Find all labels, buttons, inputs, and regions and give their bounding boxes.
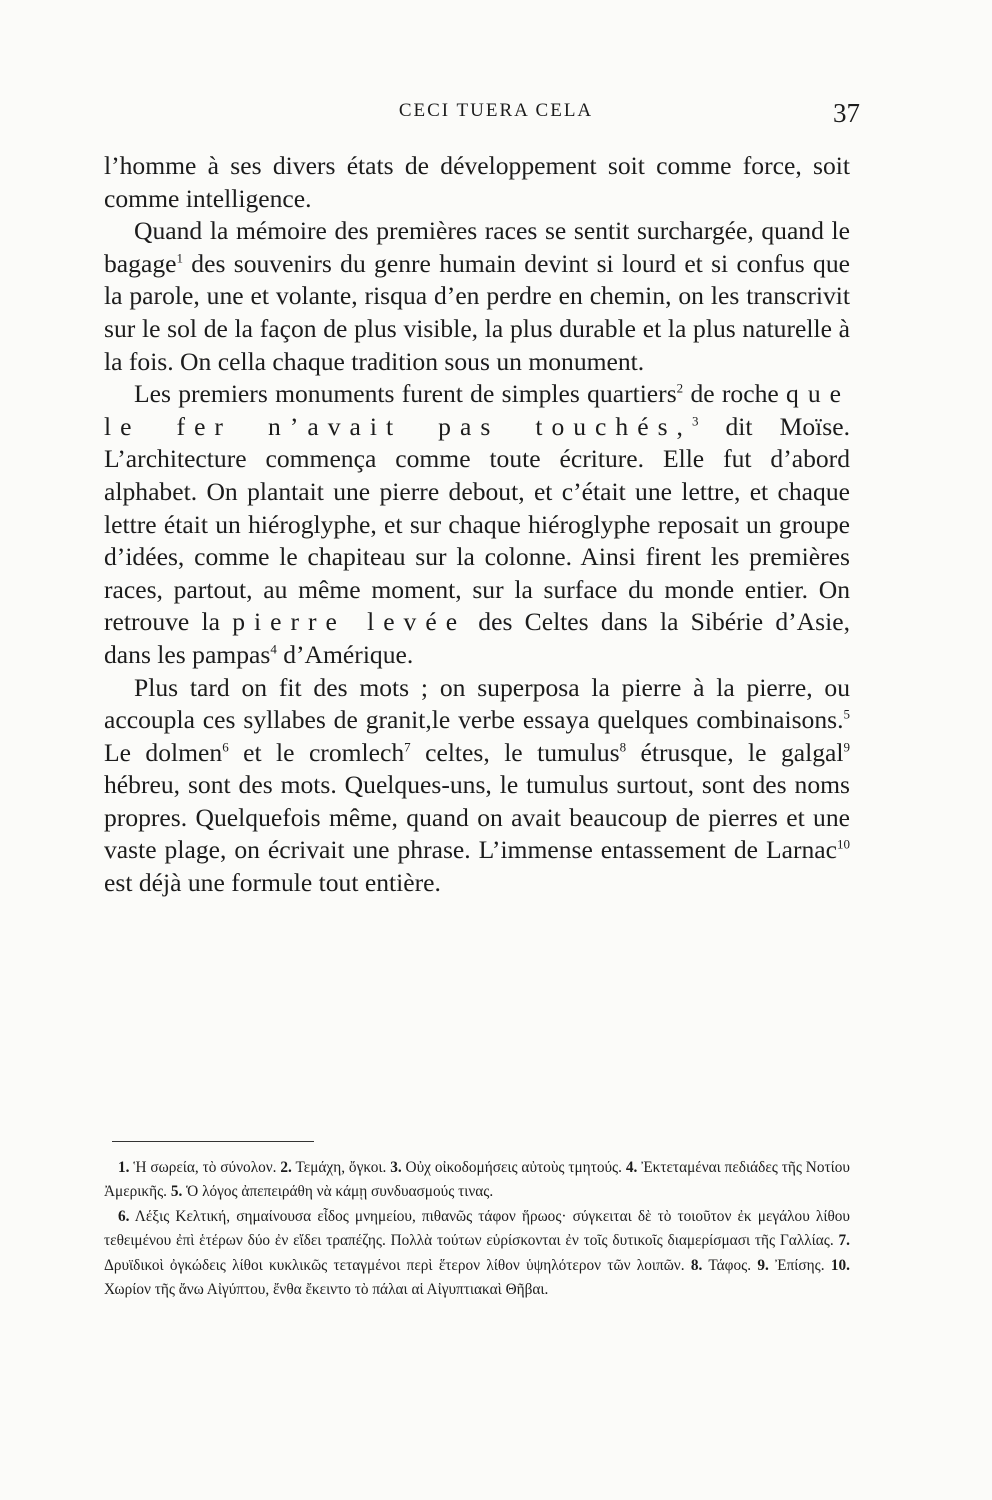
paragraph-3-text: Les premiers monuments furent de simples quartiers [134, 379, 677, 409]
footnote-number: 10. [830, 1256, 850, 1274]
paragraph-4-text: Le dolmen [104, 737, 223, 767]
paragraph-2-text: des souvenirs du genre humain devint si lourd et si confus que la parole, une et volante, risqua d’en perdre en chemin, on les transcrivit sur le sol de la façon de plus visible, la plus durable et la plus naturelle à la fois. On cella chaque tradition sous un monument. [104, 248, 850, 376]
paragraph-3 [104, 378, 850, 671]
footnote-number: 8. [690, 1256, 703, 1274]
paragraph-4-text: celtes, le tumulus [410, 737, 620, 767]
footnote-number: 3. [390, 1159, 402, 1176]
paragraph-3-text: dit Moïse. L’architecture commença comme toute écriture. Elle fut d’abord alphabet. On plantait une pierre debout, et c’était une lettre, et chaque lettre était un hiéroglyphe, et sur chaque hiéroglyphe reposait un groupe d’idées, comme le chapiteau sur la colonne. Ainsi firent les premières races, partout, au même moment, sur la surface du monde entier. On retrouve la [104, 411, 850, 637]
footnote-block [104, 1156, 850, 1205]
footnote-number: 6. [118, 1207, 130, 1225]
footnote-rule [112, 1141, 314, 1142]
footnote-ref: 7 [404, 739, 411, 755]
footnote-text: Ἡ σωρεία, τὸ σύνολον. [129, 1159, 281, 1176]
footnote-text: Τάφος. [702, 1256, 758, 1274]
spaced-term: pierre levée [232, 607, 467, 637]
footnote-text: Ἐκτεταμέναι πεδιάδες τῆς Νοτίου Ἀμερικῆς. [104, 1159, 850, 1201]
footnote-text: Ἐπίσης. [768, 1256, 831, 1274]
paragraph-3-text: des Celtes dans la Sibérie d’Asie, dans les pampas [104, 607, 850, 669]
footnote-block [104, 1205, 850, 1303]
footnote-text: Λέξις Κελτική, σημαίνουσα εἶδος μνημείου, πιθανῶς τάφον ἥρωος· σύγκειται δὲ τὸ τοιοῦτον ἐκ μεγάλου λίθου τεθειμένου ἐπὶ ἑτέρων δύο ἐν εἴδει τραπέζης. Πολλὰ τούτων εὑρίσκονται ἐν τοῖς δυτικοῖς διαμερίσμασι τῆς Γαλλίας. [104, 1207, 850, 1250]
footnote-number: 1. [118, 1159, 130, 1176]
paragraph-1 [104, 150, 850, 215]
footnote-ref: 5 [843, 706, 850, 722]
footnote-number: 2. [280, 1159, 292, 1176]
paragraph-4-text: étrusque, le galgal [626, 737, 844, 767]
footnote-ref: 8 [619, 739, 627, 755]
footnote-ref: 10 [837, 836, 850, 852]
paragraph-4-text: et le cromlech [228, 737, 405, 767]
footnote-ref: 1 [176, 250, 183, 266]
page-number: 37 [833, 98, 860, 128]
paragraph-3-text: de roche [683, 379, 787, 409]
paragraph-3-text: d’Amérique. [276, 639, 414, 669]
footnote-ref: 4 [270, 641, 277, 657]
footnote-text: Δρυϊδικοὶ ὀγκώδεις λίθοι κυκλικῶς τεταγμένοι περὶ ἕτερον λίθον ὑψηλότερον τῶν λοιπῶν. [104, 1256, 691, 1274]
footnote-ref: 3 [691, 413, 699, 429]
footnote-text: Οὐχ οἰκοδομήσεις αὐτοὺς τμητούς. [401, 1159, 626, 1176]
paragraph-2 [104, 215, 850, 378]
footnote-ref: 6 [222, 739, 229, 755]
paragraph-4-text: est déjà une formule tout entière. [104, 868, 441, 898]
paragraph-1-text: l’homme à ses divers états de développement soit comme force, soit comme intelligence. [104, 151, 850, 213]
paragraph-4-text: hébreu, sont des mots. Quelques-uns, le tumulus surtout, sont des noms propres. Quelquefois même, quand on avait beaucoup de pierres et une vaste plage, on écrivait une phrase. L’immense entassement de Larnac [104, 770, 850, 865]
footnote-number: 9. [757, 1256, 769, 1274]
footnote-number: 7. [838, 1232, 850, 1250]
footnote-text: Ὁ λόγος ἀπεπειράθη νὰ κάμῃ συνδυασμούς τινας. [182, 1183, 494, 1201]
footnote-ref: 9 [843, 739, 850, 755]
paragraph-4 [104, 672, 850, 900]
main-text [104, 150, 850, 900]
footnote-number: 5. [170, 1183, 183, 1201]
footnote-number: 4. [625, 1159, 638, 1176]
spaced-quote: que le fer n’avait pas touchés, [104, 379, 850, 441]
paragraph-4-text: Plus tard on fit des mots ; on superposa la pierre à la pierre, ou accoupla ces syllabes de granit,le verbe essaya quelques combinaisons. [104, 672, 850, 735]
footnote-ref: 2 [676, 380, 684, 396]
running-title: CECI TUERA CELA [398, 100, 594, 121]
footnote-text: Τεμάχη, ὄγκοι. [291, 1159, 391, 1176]
footnotes [104, 1156, 850, 1302]
paragraph-2-text: Quand la mémoire des premières races se sentit surchargée, quand le bagage [104, 216, 850, 278]
footnote-text: Χωρίον τῆς ἄνω Αἰγύπτου, ἔνθα ἔκειντο τὸ πάλαι αἱ Αἰγυπτιακαὶ Θῆβαι. [104, 1281, 549, 1299]
